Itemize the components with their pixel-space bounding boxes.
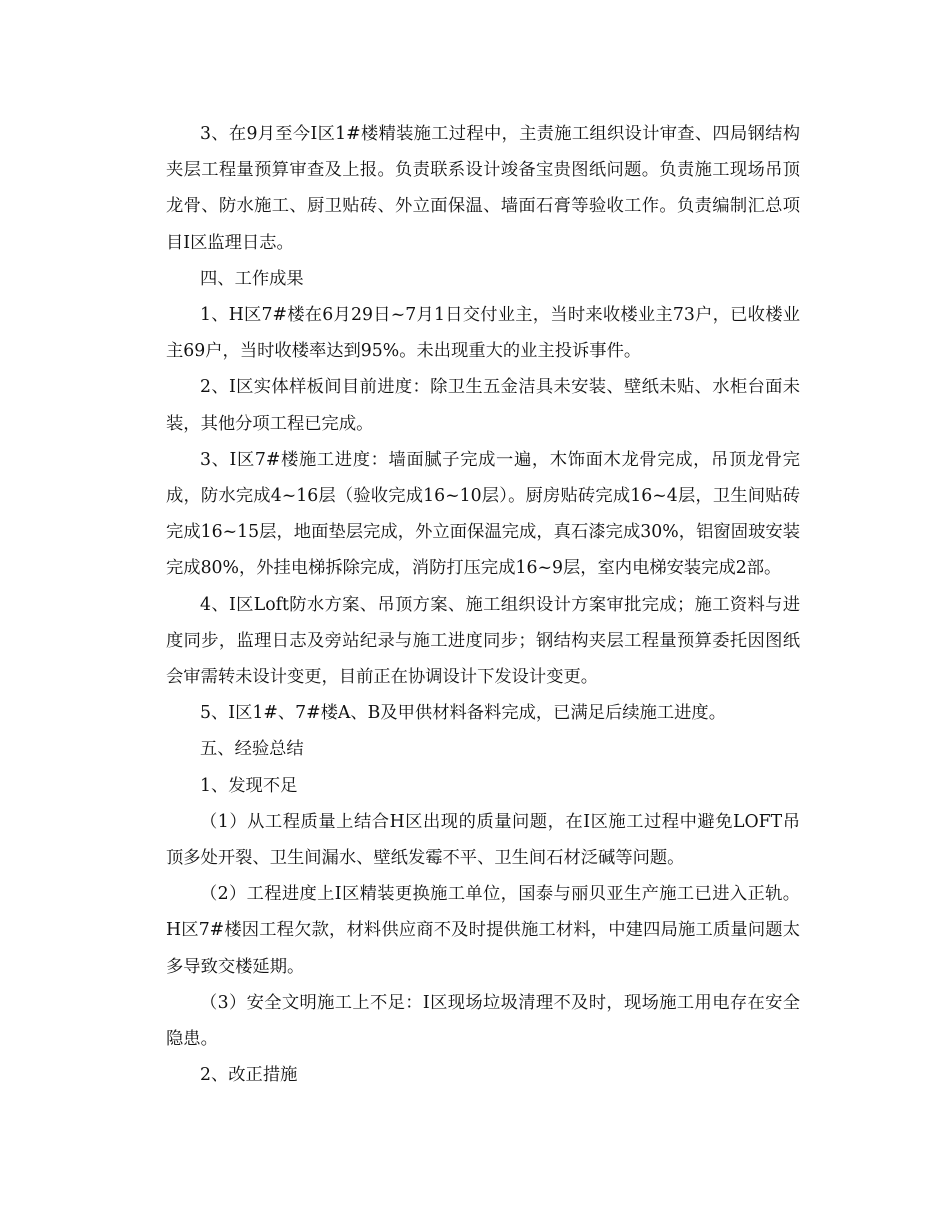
paragraph-result-2: 2、I区实体样板间目前进度：除卫生五金洁具未安装、壁纸未贴、水柜台面未装，其他分项工程已完成。	[166, 377, 800, 434]
subheading-shortcomings: 1、发现不足	[200, 775, 298, 796]
paragraph-result-3: 3、I区7#楼施工进度：墙面腻子完成一遍，木饰面木龙骨完成，吊顶龙骨完成，防水完成4~16层（验收完成16~10层）。厨房贴砖完成16~4层，卫生间贴砖完成16~15层，地面垫层完成，外立面保温完成，真石漆完成30%，铝窗固玻安装完成80%，外挂电梯拆除完成，消防打压完成16~9层，室内电梯安装完成2部。	[166, 449, 800, 579]
heading-work-results: 四、工作成果	[200, 268, 304, 289]
paragraph-result-1: 1、H区7#楼在6月29日~7月1日交付业主，当时来收楼业主73户，已收楼业主69户，当时收楼率达到95%。未出现重大的业主投诉事件。	[166, 305, 800, 362]
paragraph-result-4: 4、I区Loft防水方案、吊顶方案、施工组织设计方案审批完成；施工资料与进度同步，监理日志及旁站纪录与施工进度同步；钢结构夹层工程量预算委托因图纸会审需转未设计变更，目前正在协调设计下发设计变更。	[166, 594, 800, 688]
paragraph-result-5: 5、I区1#、7#楼A、B及甲供材料备料完成，已满足后续施工进度。	[200, 703, 726, 724]
subheading-corrective-measures: 2、改正措施	[200, 1065, 298, 1086]
paragraph-shortcoming-progress: （2）工程进度上I区精装更换施工单位，国泰与丽贝亚生产施工已进入正轨。H区7#楼因工程欠款，材料供应商不及时提供施工材料，中建四局施工质量问题太多导致交楼延期。	[166, 884, 800, 977]
heading-experience-summary: 五、经验总结	[200, 739, 304, 760]
paragraph-work-duties: 3、在9月至今I区1#楼精装施工过程中，主责施工组织设计审查、四局钢结构夹层工程量预算审查及上报。负责联系设计竣备宝贵图纸问题。负责施工现场吊顶龙骨、防水施工、厨卫贴砖、外立面保温、墙面石膏等验收工作。负责编制汇总项目I区监理日志。	[166, 124, 800, 253]
paragraph-shortcoming-quality: （1）从工程质量上结合H区出现的质量问题，在I区施工过程中避免LOFT吊顶多处开裂、卫生间漏水、壁纸发霉不平、卫生间石材泛碱等问题。	[166, 811, 800, 869]
paragraph-shortcoming-safety: （3）安全文明施工上不足：I区现场垃圾清理不及时，现场施工用电存在安全隐患。	[166, 992, 800, 1050]
